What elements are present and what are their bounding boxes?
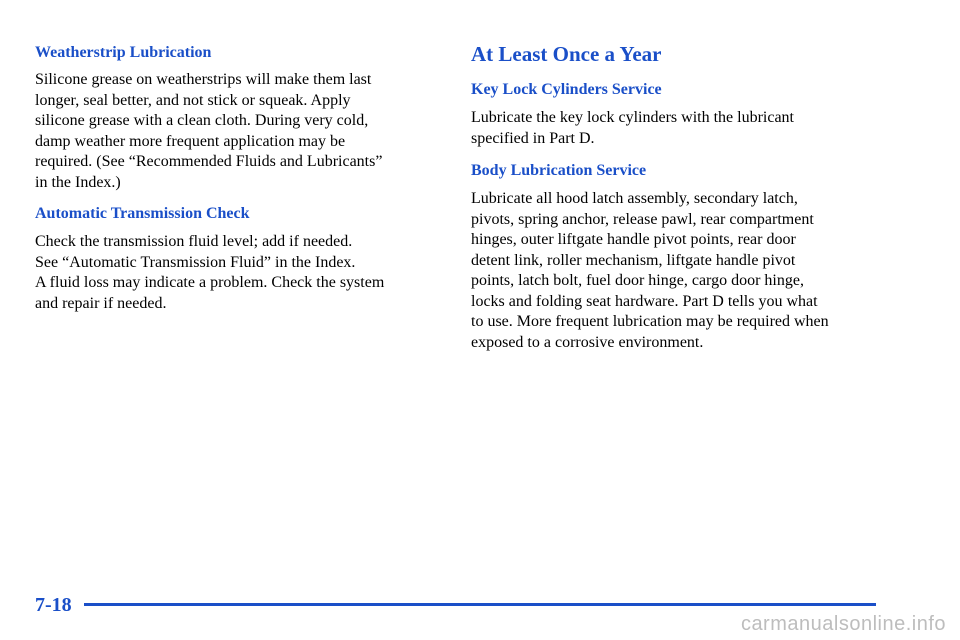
key-lock-heading: Key Lock Cylinders Service bbox=[471, 81, 662, 98]
watermark-logo: carmanualsonline.info bbox=[740, 613, 946, 635]
right-column bbox=[471, 0, 881, 353]
key-lock-body: Lubricate the key lock cylinders with the lubricant specified in Part D. bbox=[471, 109, 794, 147]
section-title: At Least Once a Year bbox=[471, 42, 662, 66]
page-number: 7-18 bbox=[35, 594, 72, 616]
footer-rule bbox=[84, 603, 876, 606]
transmission-body: Check the transmission fluid level; add if needed. See “Automatic Transmission Fluid” in the Index. A fluid loss may indicate a problem. Check the system and repair if needed. bbox=[35, 233, 385, 312]
transmission-heading: Automatic Transmission Check bbox=[35, 205, 250, 222]
weatherstrip-body: Silicone grease on weatherstrips will make them last longer, seal better, and not stick or squeak. Apply silicone grease with a clean cloth. During very cold, damp weather more frequent application may be required. (See “Recommended Fluids and Lubricants” in the Index.) bbox=[35, 71, 383, 191]
body-lubrication-body: Lubricate all hood latch assembly, secondary latch, pivots, spring anchor, release pawl, rear compartment hinges, outer liftgate handle pivot points, rear door detent link, roller mechanism, liftgate handle pivot points, latch bolt, fuel door hinge, cargo door hinge, locks and folding seat hardware. Part D tells you what to use. More frequent lubrication may be required when exposed to a corrosive environment. bbox=[471, 190, 829, 351]
weatherstrip-heading: Weatherstrip Lubrication bbox=[35, 44, 212, 61]
body-lubrication-heading: Body Lubrication Service bbox=[471, 162, 647, 179]
left-column bbox=[35, 0, 435, 314]
